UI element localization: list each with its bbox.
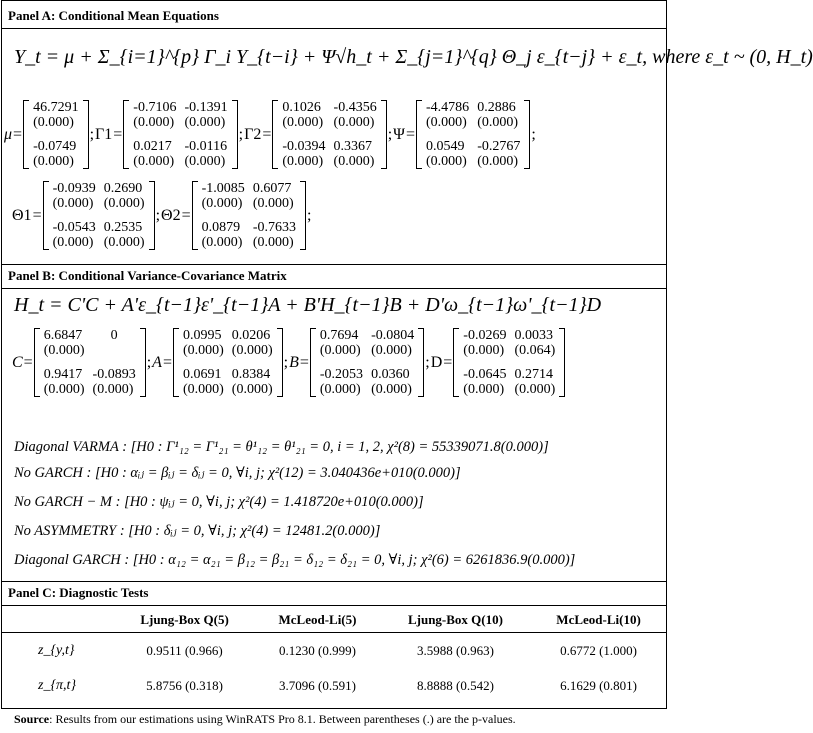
matrix-cell: (0.000) — [333, 115, 375, 130]
separator: ; — [238, 125, 244, 143]
matrix-gap-cell — [422, 130, 524, 139]
column-header — [2, 608, 114, 633]
matrix-row — [40, 367, 140, 382]
matrix-cell: 0.0691 — [182, 367, 222, 382]
equals-sign: = — [23, 353, 33, 371]
equals-sign: = — [443, 353, 453, 371]
matrix-cell: 0.3367 — [333, 139, 373, 154]
separator: ; — [146, 353, 152, 371]
source-text: : Results from our estimations using WinRATS Pro 8.1. Between parentheses (.) are the p-values. — [49, 712, 516, 726]
matrix-cell: -0.4356 — [333, 100, 377, 115]
matrix-label: Ψ — [393, 125, 405, 143]
matrix-cell: 0.2886 — [477, 100, 516, 115]
equals-sign: = — [181, 206, 191, 224]
matrix-cell: 0.7694 — [319, 328, 359, 343]
matrix-cell: (0.000) — [33, 154, 74, 169]
divider — [2, 605, 666, 606]
source-note — [14, 712, 516, 727]
source-label: Source — [14, 712, 50, 726]
matrix-gap — [40, 358, 140, 367]
matrix-cell: (0.064) — [514, 343, 556, 358]
matrix-gap — [129, 130, 231, 139]
table-cell: 3.7096 (0.591) — [279, 677, 356, 693]
equals-sign: = — [262, 125, 272, 143]
matrix-cell: -0.7633 — [252, 220, 296, 235]
matrix-cell: 0.0549 — [426, 139, 465, 154]
matrix-row — [422, 139, 524, 154]
matrix-label: Θ1 — [12, 206, 32, 224]
matrix-cell: (0.000) — [182, 382, 224, 397]
matrix — [453, 328, 565, 397]
row-label: z_{π,t} — [38, 677, 77, 693]
column-header: Ljung-Box Q(5) — [114, 608, 255, 633]
matrix-cell: -0.0939 — [52, 181, 96, 196]
matrix-row — [278, 100, 380, 115]
matrix — [23, 100, 89, 169]
matrix-cell: (0.000) — [201, 235, 243, 250]
matrix-cell: -0.1391 — [184, 100, 228, 115]
matrix-cell: (0.000) — [282, 115, 324, 130]
matrix-row — [316, 367, 418, 382]
panel-b-title: Panel B: Conditional Variance-Covariance Matrix — [8, 268, 287, 283]
matrix-cell: 0.2714 — [514, 367, 553, 382]
table-row — [2, 668, 666, 703]
matrix-cell: (0.000) — [333, 154, 375, 169]
matrix-gap-cell — [459, 358, 559, 367]
matrix-cell: -0.0394 — [282, 139, 326, 154]
matrix-gap-cell — [198, 211, 300, 220]
matrix-row — [198, 196, 300, 211]
separator: ; — [425, 353, 430, 371]
matrix-row — [29, 100, 83, 115]
matrix — [272, 100, 386, 169]
matrix-label: C — [12, 353, 23, 371]
equals-sign: = — [113, 125, 123, 143]
matrix-cell: (0.000) — [182, 343, 224, 358]
matrix-cell: 0.2535 — [103, 220, 143, 235]
matrix-row — [422, 100, 524, 115]
matrix-cell: 0.0879 — [201, 220, 241, 235]
matrix-cell: 0.0206 — [231, 328, 271, 343]
matrix-cell: -0.0269 — [463, 328, 507, 343]
variance-equation — [14, 294, 601, 317]
table-cell: 0.1230 (0.999) — [279, 642, 356, 658]
panel-a-matrices-row1 — [4, 100, 537, 169]
table-cell: 8.8888 (0.542) — [417, 677, 494, 693]
matrix-cell: 0.0360 — [371, 367, 410, 382]
test-diagonal-varma: Diagonal VARMA : [H0 : Γ¹₁₂ = Γ¹₂₁ = θ¹₁₂ = θ¹₂₁ = 0, i = 1, 2, χ²(8) = 55339071.8(0.000)] — [14, 439, 549, 455]
matrix-cell: (0.000) — [371, 343, 412, 358]
matrix-row — [49, 235, 149, 250]
matrix-cell: 46.7291 — [33, 100, 79, 115]
matrix-row — [278, 115, 380, 130]
matrix — [123, 100, 237, 169]
matrix-gap-cell — [179, 358, 277, 367]
matrix-cell: 6.6847 — [43, 328, 83, 343]
matrix-gap-cell — [278, 130, 380, 139]
matrix-row — [198, 235, 300, 250]
matrix-gap — [278, 130, 380, 139]
table-cell: 0.6772 (1.000) — [560, 642, 637, 658]
matrix-cell: (0.000) — [103, 235, 145, 250]
matrix-cell: -0.0645 — [463, 367, 507, 382]
panel-a-matrices-row2 — [12, 181, 312, 250]
matrix-row — [129, 139, 231, 154]
panel-a-title: Panel A: Conditional Mean Equations — [8, 8, 219, 23]
matrix-cell: (0.000) — [103, 196, 145, 211]
table-cell: 3.5988 (0.963) — [417, 642, 494, 658]
results-table — [1, 0, 813, 709]
matrix-row — [40, 382, 140, 397]
matrix-cell: (0.000) — [426, 154, 467, 169]
matrix-cell: (0.000) — [43, 382, 85, 397]
equals-sign: = — [13, 125, 23, 143]
separator: ; — [306, 206, 312, 224]
separator: ; — [531, 125, 536, 143]
matrix-cell: 0.6077 — [252, 181, 292, 196]
equals-sign: = — [162, 353, 172, 371]
matrix-cell: (0.000) — [319, 382, 361, 397]
matrix-gap-cell — [49, 211, 149, 220]
column-header: Ljung-Box Q(10) — [380, 608, 531, 633]
matrix-row — [316, 328, 418, 343]
matrix-cell: (0.000) — [231, 343, 273, 358]
matrix-gap-cell — [29, 130, 83, 139]
matrix-cell: (0.000) — [426, 115, 467, 130]
matrix-cell — [89, 343, 140, 358]
matrix — [310, 328, 424, 397]
matrix-row — [29, 115, 83, 130]
matrix-cell: (0.000) — [33, 115, 74, 130]
matrix-row — [198, 181, 300, 196]
matrix-label: B — [289, 353, 299, 371]
row-label: z_{y,t} — [38, 642, 75, 658]
matrix — [34, 328, 146, 397]
table-cell: 6.1629 (0.801) — [560, 677, 637, 693]
separator: ; — [283, 353, 289, 371]
mean-equation — [14, 46, 813, 69]
matrix-cell: (0.000) — [133, 154, 175, 169]
matrix-row — [49, 196, 149, 211]
matrix-label: A — [152, 353, 162, 371]
matrix-cell: (0.000) — [319, 343, 361, 358]
matrix-cell: 0.1026 — [282, 100, 321, 115]
matrix-row — [29, 154, 83, 169]
matrix-cell: (0.000) — [463, 382, 505, 397]
matrix-row — [278, 154, 380, 169]
matrix-row — [29, 139, 83, 154]
matrix-cell: 0.0033 — [514, 328, 553, 343]
matrix-cell: (0.000) — [463, 343, 505, 358]
table-cell: 5.8756 (0.318) — [146, 677, 224, 693]
matrix-cell: (0.000) — [252, 235, 294, 250]
matrix-cell: -0.2053 — [319, 367, 364, 382]
matrix-cell: 0.8384 — [231, 367, 271, 382]
matrix — [416, 100, 530, 169]
matrix-cell: -0.0804 — [371, 328, 415, 343]
matrix-row — [129, 154, 231, 169]
matrix-label: D — [430, 353, 443, 371]
panel-b-matrices-row — [12, 328, 565, 397]
diagnostic-table — [2, 608, 666, 703]
matrix-label: μ — [4, 125, 13, 143]
matrix-row — [179, 382, 277, 397]
matrix-label: Θ2 — [161, 206, 181, 224]
matrix-row — [459, 328, 559, 343]
column-header: McLeod-Li(5) — [255, 608, 380, 633]
matrix-row — [316, 343, 418, 358]
matrix-row — [459, 367, 559, 382]
matrix-cell: -0.0893 — [92, 367, 136, 382]
variance-equation-text: H_t = C'C + A'ε_{t−1}ε'_{t−1}A + B'H_{t−1}B + D'ω_{t−1}ω'_{t−1}D — [14, 294, 602, 316]
matrix-gap — [422, 130, 524, 139]
matrix-cell: (0.000) — [231, 382, 273, 397]
separator: ; — [89, 125, 95, 143]
matrix-cell: (0.000) — [282, 154, 324, 169]
table-header-row — [2, 608, 666, 633]
matrix-row — [422, 115, 524, 130]
matrix-row — [316, 382, 418, 397]
matrix-gap — [179, 358, 277, 367]
column-header: McLeod-Li(10) — [531, 608, 666, 633]
test-no-garch-m: No GARCH − M : [H0 : ψᵢⱼ = 0, ∀i, j; χ²(4) = 1.418720e+010(0.000)] — [14, 494, 424, 510]
matrix-cell: -0.2767 — [477, 139, 521, 154]
matrix-row — [129, 115, 231, 130]
matrix-label: Γ2 — [244, 125, 262, 143]
test-no-garch: No GARCH : [H0 : αᵢⱼ = βᵢⱼ = δᵢⱼ = 0, ∀i, j; χ²(12) = 3.040436e+010(0.000)] — [14, 465, 461, 481]
matrix-cell: (0.000) — [514, 382, 556, 397]
test-diagonal-garch: Diagonal GARCH : [H0 : α₁₂ = α₂₁ = β₁₂ = β₂₁ = δ₁₂ = δ₂₁ = 0, ∀i, j; χ²(6) = 6261836.9(0.000)] — [14, 552, 576, 568]
equals-sign: = — [405, 125, 416, 143]
matrix-gap-cell — [129, 130, 231, 139]
matrix-row — [179, 343, 277, 358]
matrix-cell: (0.000) — [52, 196, 94, 211]
separator: ; — [387, 125, 393, 143]
matrix-gap-cell — [40, 358, 140, 367]
matrix-row — [129, 100, 231, 115]
matrix-cell: -4.4786 — [426, 100, 470, 115]
matrix-row — [49, 220, 149, 235]
matrix-cell: (0.000) — [201, 196, 243, 211]
matrix — [43, 181, 155, 250]
matrix-cell: (0.000) — [52, 235, 94, 250]
test-no-asymmetry: No ASYMMETRY : [H0 : δᵢⱼ = 0, ∀i, j; χ²(4) = 12481.2(0.000)] — [14, 523, 381, 539]
matrix-gap — [29, 130, 83, 139]
matrix-cell: 0.0995 — [182, 328, 222, 343]
divider — [2, 288, 666, 289]
matrix-gap — [198, 211, 300, 220]
matrix — [192, 181, 306, 250]
matrix-cell: (0.000) — [43, 343, 85, 358]
matrix-row — [459, 382, 559, 397]
matrix-cell: -0.0749 — [33, 139, 77, 154]
matrix-row — [278, 139, 380, 154]
matrix-label: Γ1 — [95, 125, 113, 143]
matrix-cell: -0.0543 — [52, 220, 96, 235]
matrix-cell: 0.0217 — [133, 139, 172, 154]
matrix-row — [459, 343, 559, 358]
matrix-row — [49, 181, 149, 196]
matrix-cell: (0.000) — [477, 154, 519, 169]
matrix-gap-cell — [316, 358, 418, 367]
matrix-row — [422, 154, 524, 169]
divider — [2, 28, 666, 29]
matrix-cell: (0.000) — [252, 196, 294, 211]
panel-c-title: Panel C: Diagnostic Tests — [8, 585, 149, 600]
equals-sign: = — [32, 206, 42, 224]
matrix-row — [198, 220, 300, 235]
matrix-cell: 0 — [110, 328, 118, 343]
matrix-row — [40, 328, 140, 343]
matrix-cell: (0.000) — [92, 382, 134, 397]
equals-sign: = — [299, 353, 309, 371]
matrix-cell: 0.2690 — [103, 181, 143, 196]
matrix-cell: -0.0116 — [184, 139, 228, 154]
matrix-cell: (0.000) — [184, 154, 226, 169]
matrix-gap — [316, 358, 418, 367]
matrix-row — [179, 328, 277, 343]
matrix-gap — [49, 211, 149, 220]
matrix-cell: (0.000) — [371, 382, 412, 397]
matrix-gap — [459, 358, 559, 367]
separator: ; — [155, 206, 161, 224]
matrix-cell: (0.000) — [133, 115, 175, 130]
matrix-cell: (0.000) — [184, 115, 226, 130]
mean-equation-text: Y_t = μ + Σ_{i=1}^{p} Γ_i Y_{t−i} + Ψ√h_t + Σ_{j=1}^{q} Θ_j ε_{t−j} + ε_t, where ε_t ~ (0, H_t) — [14, 46, 813, 68]
matrix-cell: (0.000) — [477, 115, 519, 130]
matrix-row — [40, 343, 140, 358]
matrix-row — [179, 367, 277, 382]
matrix-cell: -0.7106 — [133, 100, 177, 115]
table-cell: 0.9511 (0.966) — [146, 642, 223, 658]
matrix-cell: -1.0085 — [201, 181, 245, 196]
matrix-cell: 0.9417 — [43, 367, 83, 382]
matrix — [173, 328, 283, 397]
table-row — [2, 633, 666, 669]
